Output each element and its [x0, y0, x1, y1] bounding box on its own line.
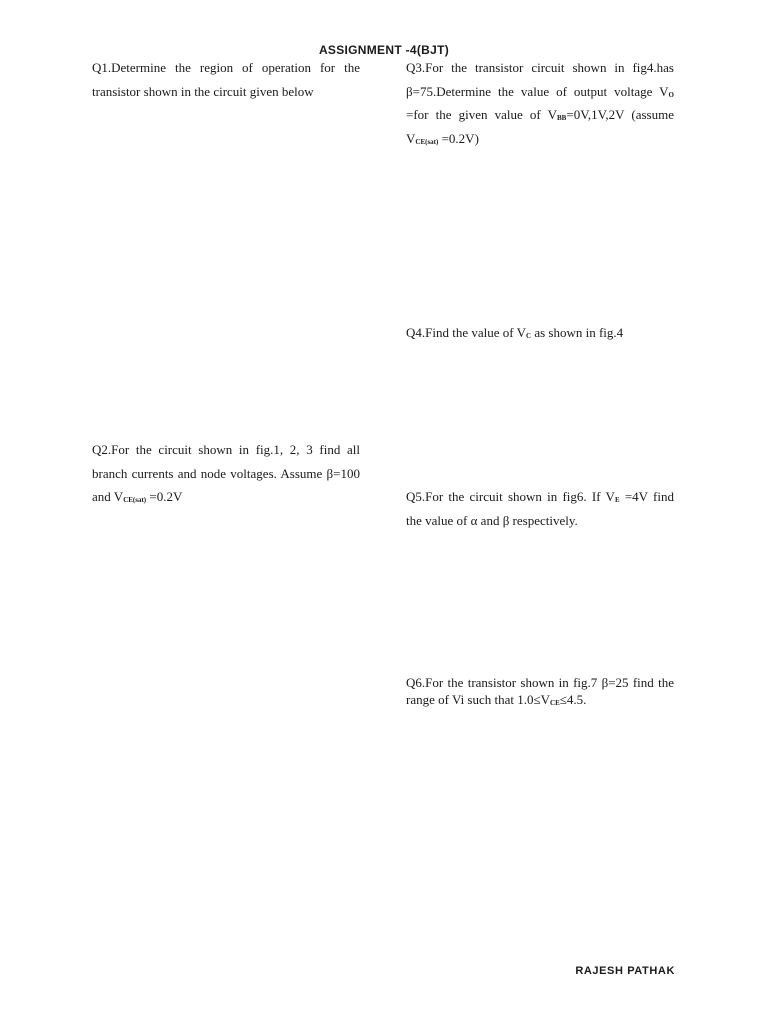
question-4	[406, 321, 674, 345]
question-1	[92, 56, 360, 103]
question-3-subscript-3: CE(sat)	[415, 137, 439, 146]
question-3-text-1: Q3.For the transistor circuit shown in fig4.has β=75.Determine the value of output voltage V	[406, 60, 674, 99]
question-3-text-4: =0.2V)	[438, 130, 479, 146]
question-2-text-end: =0.2V	[146, 489, 183, 504]
question-5	[406, 485, 674, 532]
question-4-text-1: Q4.Find the value of V	[406, 325, 526, 340]
question-6-text-1: Q6.For the transistor shown in fig.7 β=25 find the range of Vi such that 1.0≤V	[406, 675, 674, 707]
question-4-text-2: as shown in fig.4	[531, 325, 624, 340]
question-2	[92, 438, 360, 509]
question-6-text-2: ≤4.5.	[559, 691, 587, 707]
question-4-subscript: C	[526, 332, 532, 340]
author-name: RAJESH PATHAK	[575, 965, 675, 977]
question-3-subscript-2: BB	[557, 114, 567, 122]
question-6-subscript: CE	[550, 698, 560, 707]
question-6	[406, 675, 674, 708]
question-2-subscript: CE(sat)	[123, 496, 147, 504]
question-5-subscript: E	[614, 496, 620, 504]
assignment-title: ASSIGNMENT -4(BJT)	[318, 43, 450, 57]
question-3	[406, 56, 674, 150]
question-5-text-1: Q5.For the circuit shown in fig6. If V	[406, 489, 615, 504]
question-3-text-3: =0V,1V,2V (assume V	[406, 107, 674, 146]
question-2-text: Q2.For the circuit shown in fig.1, 2, 3 find all branch currents and node voltages. Assume β=100 and V	[92, 442, 360, 504]
question-1-text: Q1.Determine the region of operation for the transistor shown in the circuit given below	[92, 60, 360, 99]
question-5-text-2: =4V find the value of α and β respectively.	[406, 489, 674, 528]
question-3-text-2: =for the given value of V	[406, 107, 558, 122]
question-3-subscript-1: O	[668, 90, 674, 99]
